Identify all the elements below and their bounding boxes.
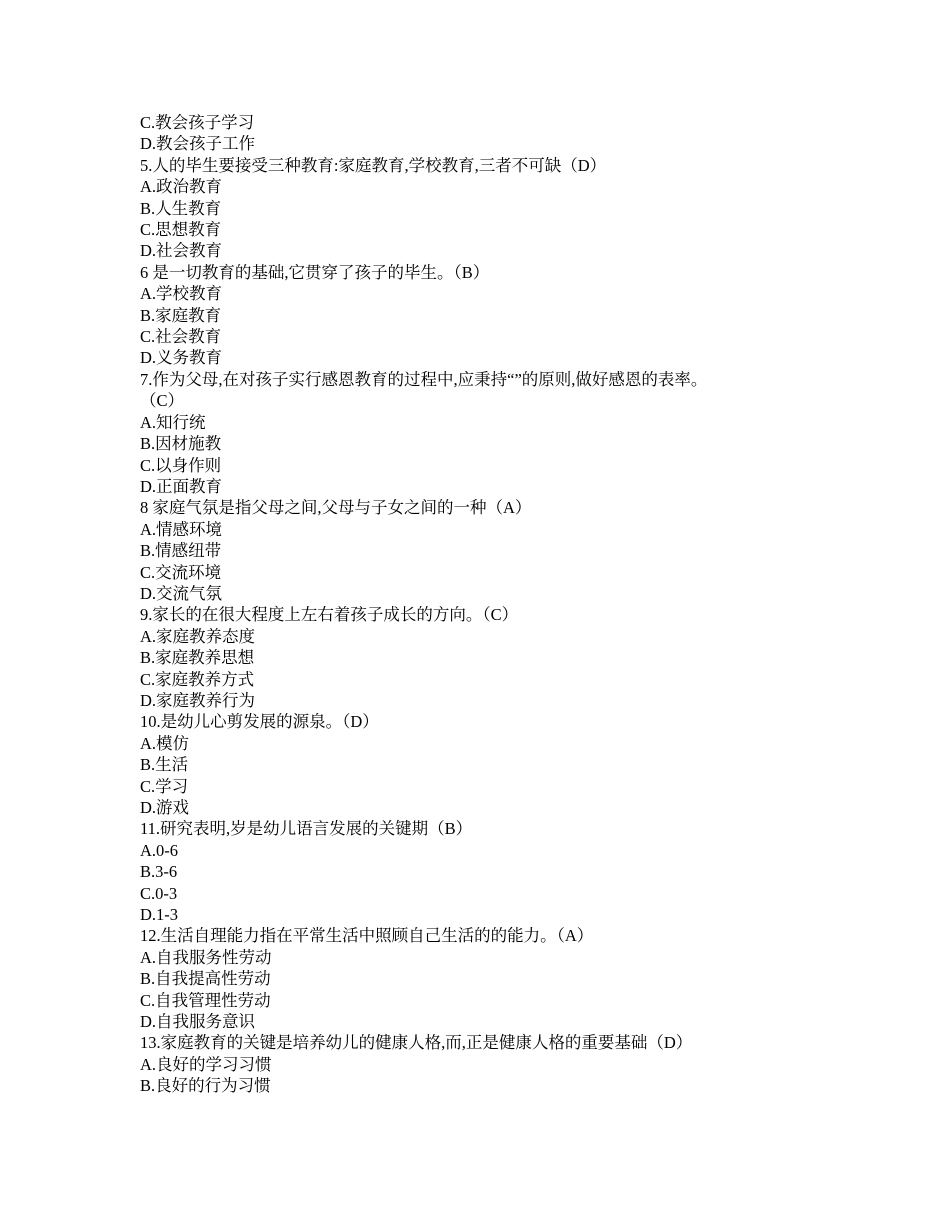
option-a-q12: A.自我服务性劳动: [140, 947, 272, 967]
option-a-q9: A.家庭教养态度: [140, 626, 256, 646]
option-b-q8: B.情感纽带: [140, 541, 222, 561]
option-a-q10: A.模仿: [140, 733, 190, 753]
option-c-q5: C.思想教育: [140, 220, 222, 240]
option-a-q7: A.知行统: [140, 412, 206, 432]
option-d-q9: D.家庭教养行为: [140, 690, 256, 710]
option-d-q7: D.正面教育: [140, 476, 223, 496]
question-6: 6 是一切教育的基础,它贯穿了孩子的毕生。（B）: [140, 262, 490, 282]
option-c-q9: C.家庭教养方式: [140, 669, 255, 689]
option-d-q12: D.自我服务意识: [140, 1012, 256, 1032]
option-b-q7: B.因材施教: [140, 434, 222, 454]
option-d-q10: D.游戏: [140, 798, 190, 817]
question-7-answer: （C）: [140, 391, 185, 411]
question-13: 13.家庭教育的关键是培养幼儿的健康人格,而,正是健康人格的重要基础（D）: [140, 1033, 693, 1053]
option-a-q13: A.良好的学习习惯: [140, 1054, 272, 1074]
option-c-q12: C.自我管理性劳动: [140, 990, 271, 1010]
option-c-q10: C.学习: [140, 776, 189, 796]
question-12: 12.生活自理能力指在平常生活中照顾自己生活的的能力。（A）: [140, 926, 594, 946]
option-d-q5: D.社会教育: [140, 241, 223, 261]
option-c-q4: C.教会孩子学习: [140, 113, 255, 132]
question-5: 5.人的毕生要接受三种教育:家庭教育,学校教育,三者不可缺（D）: [140, 155, 607, 175]
question-7: 7.作为父母,在对孩子实行感恩教育的过程中,应秉持“”的原则,做好感恩的表率。: [140, 369, 708, 389]
option-d-q4: D.教会孩子工作: [140, 134, 256, 154]
question-8: 8 家庭气氛是指父母之间,父母与子女之间的一种（A）: [140, 498, 532, 518]
option-a-q5: A.政治教育: [140, 177, 223, 197]
document-body: [140, 112, 900, 1097]
option-b-q13: B.良好的行为习惯: [140, 1076, 271, 1096]
option-a-q8: A.情感环境: [140, 519, 223, 539]
option-d-q6: D.义务教育: [140, 348, 223, 368]
option-b-q12: B.自我提高性劳动: [140, 969, 271, 989]
option-a-q6: A.学校教育: [140, 284, 223, 304]
option-b-q5: B.人生教育: [140, 198, 222, 218]
question-9: 9.家长的在很大程度上左右着孩子成长的方向。（C）: [140, 605, 519, 625]
question-11: 11.研究表明,岁是幼儿语言发展的关键期（B）: [140, 819, 473, 839]
option-b-q10: B.生活: [140, 755, 189, 775]
option-c-q8: C.交流环境: [140, 562, 222, 582]
question-10: 10.是幼儿心剪发展的源泉。（D）: [140, 712, 379, 732]
option-c-q6: C.社会教育: [140, 327, 222, 347]
option-d-q8: D.交流气氛: [140, 583, 223, 603]
option-a-q11: A.0-6: [140, 840, 179, 860]
option-b-q11: B.3-6: [140, 862, 178, 882]
option-c-q7: C.以身作则: [140, 455, 222, 475]
option-b-q6: B.家庭教育: [140, 305, 222, 325]
option-d-q11: D.1-3: [140, 905, 179, 925]
option-b-q9: B.家庭教养思想: [140, 648, 255, 668]
option-c-q11: C.0-3: [140, 883, 178, 903]
